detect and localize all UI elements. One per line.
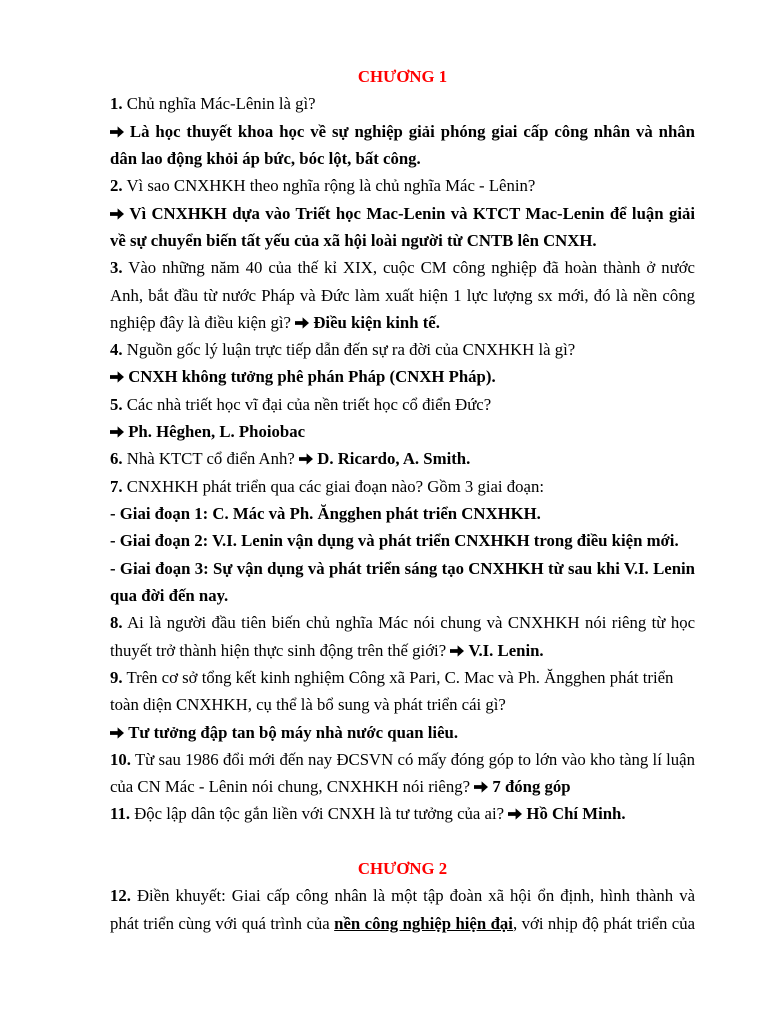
answer-text: - Giai đoạn 3: Sự vận dụng và phát triển sáng tạo CNXHKH từ sau khi V.I. Lenin (110, 558, 695, 578)
question-number: 7. (110, 476, 123, 496)
question-number: 9. (110, 667, 123, 687)
question-line (110, 336, 695, 363)
question-text: nghiệp đây là điều kiện gì? (110, 312, 291, 332)
question-number: 11. (110, 804, 131, 824)
question-number: 8. (110, 613, 123, 633)
question-text: phát triển cùng với quá trình của (110, 913, 330, 933)
arrow-right-icon (110, 426, 124, 438)
question-text: của CN Mác - Lênin nói chung, CNXHKH nói riêng? (110, 777, 471, 797)
question-text: Ai là người đầu tiên biến chủ nghĩa Mác nói chung và CNXHKH nói riêng từ học (127, 613, 696, 633)
question-line (110, 282, 695, 309)
question-line (110, 172, 695, 199)
chapter-title: CHƯƠNG 2 (357, 859, 448, 879)
answer-line (110, 227, 695, 254)
question-line (110, 746, 695, 773)
question-number: 12. (110, 886, 131, 906)
answer-line (110, 418, 695, 445)
question-number: 1. (110, 94, 123, 114)
answer-text: Là học thuyết khoa học về sự nghiệp giải phóng giai cấp công nhân và nhân (129, 121, 695, 141)
arrow-right-icon (110, 126, 124, 138)
answer-line (110, 527, 695, 554)
question-line (110, 910, 695, 937)
question-number: 3. (110, 258, 123, 278)
question-line (110, 473, 695, 500)
chapter-heading (110, 63, 695, 90)
blank-line (110, 828, 695, 855)
question-line (110, 664, 695, 691)
arrow-right-icon (110, 208, 124, 220)
question-text: thuyết trở thành hiện thực sinh động trên thế giới? (110, 640, 447, 660)
answer-text: dân lao động khỏi áp bức, bóc lột, bất công. (110, 148, 421, 168)
question-number: 4. (110, 340, 123, 360)
question-text: Từ sau 1986 đổi mới đến nay ĐCSVN có mấy đóng góp to lớn vào kho tàng lí luận (134, 749, 695, 769)
question-line (110, 309, 695, 336)
question-line (110, 445, 695, 472)
question-text: Chủ nghĩa Mác-Lênin là gì? (126, 94, 316, 114)
answer-line (110, 200, 695, 227)
question-text: toàn diện CNXHKH, cụ thể là bổ sung và phát triển cái gì? (110, 695, 506, 715)
answer-line (110, 719, 695, 746)
answer-text: Điều kiện kinh tế. (313, 312, 440, 332)
question-line (110, 609, 695, 636)
arrow-right-icon (450, 645, 464, 657)
question-number: 2. (110, 176, 123, 196)
answer-text: CNXH không tưởng phê phán Pháp (CNXH Pháp). (128, 367, 496, 387)
arrow-right-icon (110, 727, 124, 739)
question-line (110, 691, 695, 718)
question-text: Các nhà triết học vĩ đại của nền triết học cổ điển Đức? (126, 394, 492, 414)
arrow-right-icon (508, 808, 522, 820)
answer-text: Vì CNXHKH dựa vào Triết học Mac-Lenin và KTCT Mac-Lenin để luận giải (129, 203, 696, 223)
question-text: Vào những năm 40 của thế kỉ XIX, cuộc CM công nghiệp đã hoàn thành ở nước (128, 258, 695, 278)
question-number: 10. (110, 749, 131, 769)
question-text: , với nhịp độ phát triển của (512, 913, 696, 933)
answer-text: 7 đóng góp (492, 777, 571, 797)
arrow-right-icon (299, 453, 313, 465)
answer-text: V.I. Lenin. (468, 640, 544, 660)
answer-text: Tư tưởng đập tan bộ máy nhà nước quan liêu. (128, 722, 459, 742)
answer-line (110, 118, 695, 145)
question-text: Điền khuyết: Giai cấp công nhân là một tập đoàn xã hội ổn định, hình thành và (136, 886, 696, 906)
answer-text: về sự chuyển biến tất yếu của xã hội loài người từ CNTB lên CNXH. (110, 230, 597, 250)
arrow-right-icon (295, 317, 309, 329)
question-text: CNXHKH phát triển qua các giai đoạn nào? Gồm 3 giai đoạn: (126, 476, 544, 496)
document-body (110, 63, 695, 937)
answer-line (110, 145, 695, 172)
answer-text: - Giai đoạn 1: C. Mác và Ph. Ăngghen phát triển CNXHKH. (110, 504, 541, 523)
answer-line (110, 500, 695, 527)
question-text: Trên cơ sở tổng kết kinh nghiệm Công xã Pari, C. Mac và Ph. Ăngghen phát triển (126, 667, 674, 687)
answer-line (110, 582, 695, 609)
question-text: Vì sao CNXHKH theo nghĩa rộng là chủ nghĩa Mác - Lênin? (126, 176, 536, 196)
arrow-right-icon (110, 371, 124, 383)
answer-line (110, 363, 695, 390)
question-line (110, 800, 695, 827)
chapter-heading (110, 855, 695, 882)
question-text: Nguồn gốc lý luận trực tiếp dẫn đến sự ra đời của CNXHKH là gì? (126, 340, 576, 360)
answer-text: Hồ Chí Minh. (526, 804, 626, 824)
question-text: Anh, bắt đầu từ nước Pháp và Đức làm xuất hiện 1 lực lượng sx mới, đó là nền công (110, 285, 695, 305)
fill-in-answer: nền công nghiệp hiện đại (334, 913, 513, 933)
answer-text: qua đời đến nay. (110, 585, 229, 605)
question-text: Nhà KTCT cổ điển Anh? (126, 449, 295, 469)
chapter-title: CHƯƠNG 1 (357, 67, 448, 86)
question-number: 5. (110, 394, 123, 414)
question-line (110, 391, 695, 418)
question-line (110, 637, 695, 664)
answer-line (110, 555, 695, 582)
question-line (110, 254, 695, 281)
answer-text: - Giai đoạn 2: V.I. Lenin vận dụng và phát triển CNXHKH trong điều kiện mới. (110, 531, 679, 551)
question-text: Độc lập dân tộc gắn liền với CNXH là tư tưởng của ai? (134, 804, 505, 824)
arrow-right-icon (474, 781, 488, 793)
answer-text: Ph. Hêghen, L. Phoiobac (128, 422, 306, 442)
answer-text: D. Ricardo, A. Smith. (317, 449, 471, 469)
question-line (110, 90, 695, 117)
question-line (110, 882, 695, 909)
question-line (110, 773, 695, 800)
question-number: 6. (110, 449, 123, 469)
